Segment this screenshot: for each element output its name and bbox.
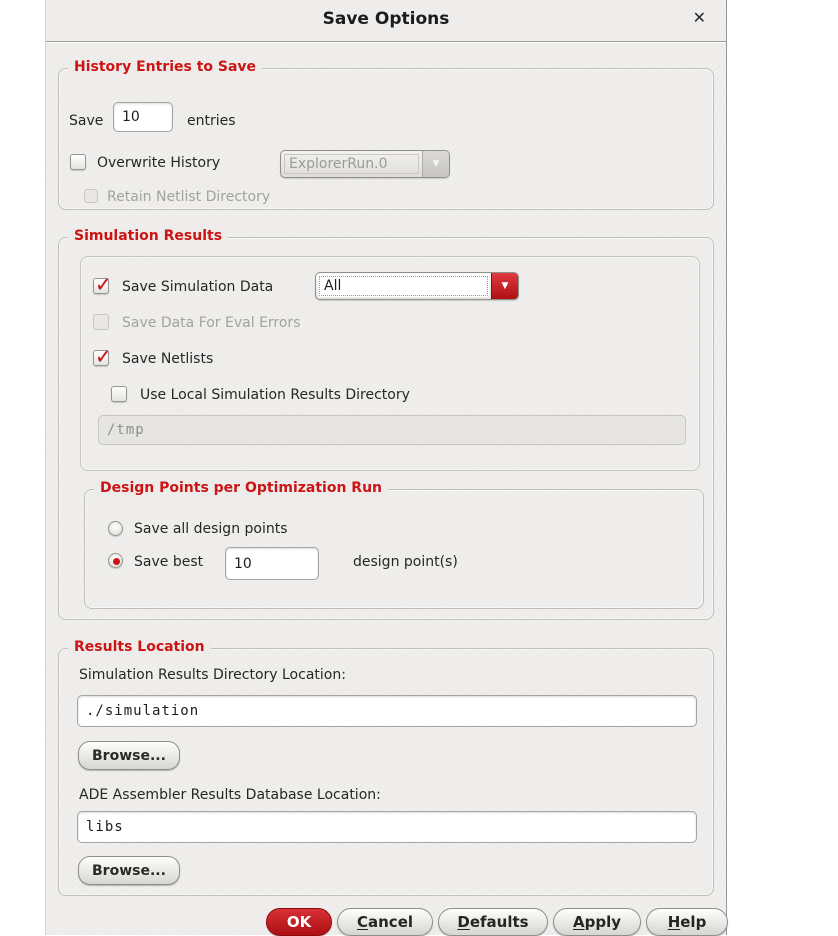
save-sim-data-select[interactable]: [315, 272, 519, 300]
help-mnemonic: H: [667, 913, 681, 931]
results-location-group: [58, 639, 714, 896]
use-local-dir-label: Use Local Simulation Results Directory: [140, 387, 410, 403]
cancel-mnemonic: C: [356, 913, 368, 931]
save-sim-data-label: Save Simulation Data: [122, 279, 274, 295]
apply-mnemonic: A: [572, 913, 585, 931]
entries-label: entries: [187, 113, 236, 129]
browse-sim-dir-button[interactable]: Browse...: [78, 741, 180, 770]
local-dir-input: [98, 415, 686, 445]
design-points-suffix-label: design point(s): [353, 554, 458, 570]
simulation-options-panel: [80, 256, 700, 471]
apply-label: pply: [584, 913, 621, 931]
use-local-dir-checkbox[interactable]: [111, 386, 127, 402]
design-points-group: [84, 480, 704, 609]
save-sim-data-checkbox[interactable]: [93, 278, 109, 294]
save-eval-errors-label: Save Data For Eval Errors: [122, 315, 301, 331]
save-eval-errors-checkbox: [93, 314, 109, 330]
simulation-results-group: [58, 228, 714, 620]
results-db-input[interactable]: [77, 811, 697, 843]
history-run-value: ExplorerRun.0: [283, 153, 420, 175]
sim-dir-label: Simulation Results Directory Location:: [79, 667, 346, 683]
dialog-title: Save Options: [322, 9, 450, 29]
design-points-title: Design Points per Optimization Run: [94, 480, 388, 496]
retain-netlist-label: Retain Netlist Directory: [107, 189, 271, 205]
browse-db-button[interactable]: Browse...: [78, 856, 180, 885]
save-netlists-label: Save Netlists: [122, 351, 214, 367]
help-button[interactable]: [646, 908, 728, 936]
history-group: [58, 59, 714, 210]
save-all-radio[interactable]: [108, 521, 123, 536]
history-entries-input[interactable]: [113, 102, 173, 132]
save-all-label: Save all design points: [134, 521, 288, 537]
retain-netlist-checkbox: [84, 189, 98, 203]
overwrite-history-checkbox[interactable]: [70, 154, 86, 170]
title-divider: [46, 41, 726, 42]
overwrite-history-label: Overwrite History: [97, 155, 221, 171]
save-sim-data-value: All: [318, 275, 489, 297]
save-netlists-checkbox[interactable]: [93, 350, 109, 366]
apply-button[interactable]: [553, 908, 641, 936]
ok-button[interactable]: OK: [266, 908, 332, 936]
cancel-button[interactable]: [337, 908, 433, 936]
defaults-button[interactable]: [438, 908, 548, 936]
title-bar: [46, 0, 726, 42]
save-best-label: Save best: [134, 554, 204, 570]
defaults-mnemonic: D: [457, 913, 470, 931]
help-label: elp: [680, 913, 707, 931]
chevron-down-icon: ▼: [491, 273, 518, 299]
results-location-title: Results Location: [68, 639, 211, 655]
save-options-dialog: [45, 0, 727, 935]
save-label: Save: [69, 113, 104, 129]
dialog-button-row: [266, 908, 728, 936]
history-run-select: [280, 150, 450, 178]
history-group-title: History Entries to Save: [68, 59, 262, 75]
save-best-input[interactable]: [225, 547, 319, 580]
sim-dir-input[interactable]: [77, 695, 697, 727]
simulation-results-title: Simulation Results: [68, 228, 228, 244]
chevron-down-icon: ▼: [422, 151, 449, 177]
cancel-label: ancel: [368, 913, 414, 931]
close-icon[interactable]: ✕: [692, 8, 706, 27]
results-db-label: ADE Assembler Results Database Location:: [79, 787, 381, 803]
defaults-label: efaults: [469, 913, 529, 931]
save-best-radio[interactable]: [108, 553, 123, 568]
